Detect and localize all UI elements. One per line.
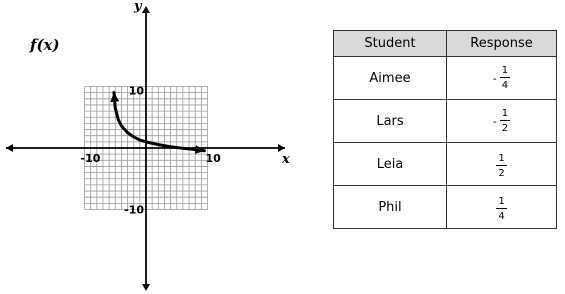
response-cell [447, 186, 557, 229]
table-header-row [334, 31, 557, 57]
fraction [500, 65, 510, 91]
response-value [493, 65, 510, 91]
numerator: 1 [501, 108, 509, 119]
denominator: 4 [498, 210, 505, 222]
response-cell [447, 100, 557, 143]
fraction [500, 108, 510, 134]
x-axis-label: x [282, 152, 290, 167]
curve-arrow-start [110, 93, 119, 102]
student-name: Leia [334, 143, 447, 186]
response-sign: - [492, 71, 497, 85]
header-response: Response [447, 31, 557, 57]
student-name: Lars [334, 100, 447, 143]
table-row [334, 143, 557, 186]
x-min-tick-label: -10 [80, 152, 101, 165]
function-label: f(x) [30, 36, 60, 54]
fraction [496, 196, 506, 222]
table-row [334, 100, 557, 143]
student-name: Aimee [334, 57, 447, 100]
fraction [496, 153, 506, 179]
denominator: 2 [501, 123, 509, 134]
numerator: 1 [501, 65, 509, 76]
y-max-tick-label: 10 [128, 84, 144, 98]
numerator: 1 [498, 195, 505, 207]
y-axis-arrow-top [142, 6, 150, 13]
response-value [496, 153, 506, 179]
numerator: 1 [498, 152, 505, 164]
y-min-tick-label: -10 [124, 203, 144, 217]
y-axis-arrow-bottom [142, 284, 150, 291]
response-value [493, 108, 510, 134]
x-axis-arrow-right [278, 144, 285, 152]
response-sign: - [492, 114, 497, 128]
denominator: 2 [498, 167, 505, 179]
response-value [496, 196, 506, 222]
student-name: Phil [334, 186, 447, 229]
x-axis-arrow-left [6, 144, 13, 152]
header-student: Student [334, 31, 447, 57]
y-axis-label: y [134, 0, 142, 14]
response-cell [447, 57, 557, 100]
x-max-tick-label: 10 [205, 152, 221, 165]
table-row [334, 186, 557, 229]
response-table [333, 30, 557, 229]
table-row [334, 57, 557, 100]
denominator: 4 [501, 80, 509, 91]
response-cell [447, 143, 557, 186]
